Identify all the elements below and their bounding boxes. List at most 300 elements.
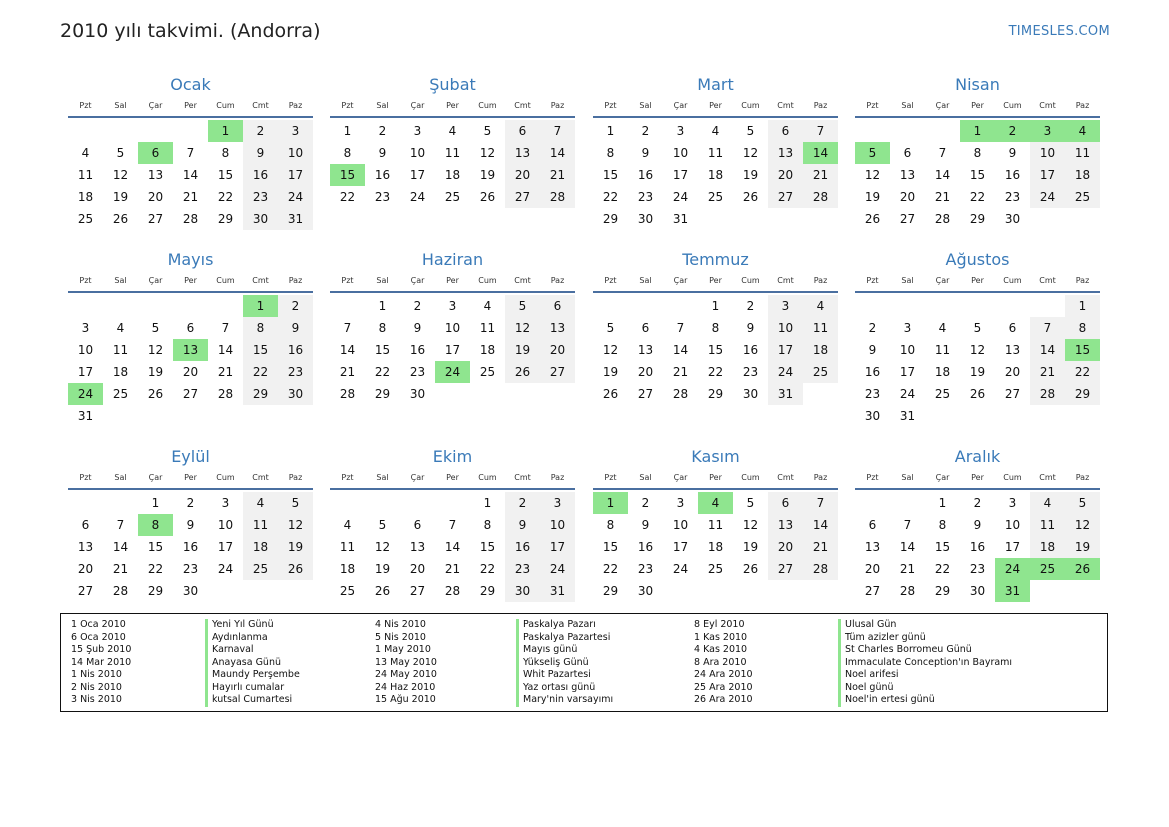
day-cell: 2 [378, 124, 387, 138]
day-cell: 2 [243, 120, 278, 142]
day-cell: 13 [768, 514, 803, 536]
weekday-label: Per [971, 473, 984, 482]
day-cell: 8 [483, 518, 492, 532]
weekday-label: Paz [550, 101, 565, 110]
day-cell: 9 [641, 518, 650, 532]
holiday-day-cell: 26 [1065, 558, 1100, 580]
holiday-date: 4 Kas 2010 [694, 644, 748, 655]
empty-cell [68, 295, 103, 317]
weekday-label: Cmt [777, 276, 794, 285]
day-cell: 15 [707, 343, 724, 357]
weekday-label: Paz [288, 101, 303, 110]
weekday-label: Çar [935, 473, 950, 482]
day-cell: 30 [243, 208, 278, 230]
day-cell: 14 [803, 514, 838, 536]
empty-cell [330, 492, 365, 514]
day-cell: 25 [339, 584, 356, 598]
day-cell: 13 [1004, 343, 1021, 357]
day-cell: 19 [147, 365, 164, 379]
day-cell: 13 [768, 142, 803, 164]
empty-cell [855, 492, 890, 514]
empty-cell [593, 295, 628, 317]
day-cell: 14 [112, 540, 129, 554]
day-cell: 29 [374, 387, 391, 401]
day-cell: 17 [899, 365, 916, 379]
day-cell: 30 [278, 383, 313, 405]
weekday-label: Per [709, 473, 722, 482]
weekday-label: Çar [148, 276, 163, 285]
holiday-name: Karnaval [205, 644, 300, 657]
holiday-date: 1 May 2010 [375, 644, 431, 655]
weekday-label: Paz [813, 101, 828, 110]
holiday-day-cell: 31 [995, 580, 1030, 602]
day-cell: 1 [711, 299, 720, 313]
month-8 [855, 247, 1100, 427]
day-cell: 3 [221, 496, 230, 510]
day-cell: 10 [1030, 142, 1065, 164]
empty-cell [103, 492, 138, 514]
day-cell: 16 [637, 168, 654, 182]
holiday-names-col-3 [838, 619, 1012, 707]
weekday-label: Per [446, 473, 459, 482]
holiday-day-cell: 24 [435, 361, 470, 383]
day-cell: 4 [938, 321, 947, 335]
day-cell: 9 [278, 317, 313, 339]
holiday-name: Aydınlanma [205, 632, 300, 645]
day-cell: 27 [768, 558, 803, 580]
day-cell: 17 [217, 540, 234, 554]
day-cell: 11 [243, 514, 278, 536]
holiday-names-col-1 [205, 619, 300, 707]
day-cell: 2 [278, 295, 313, 317]
holiday-list [60, 613, 1108, 712]
day-cell: 15 [934, 540, 951, 554]
holiday-day-cell: 15 [330, 164, 365, 186]
day-cell: 27 [864, 584, 881, 598]
day-cell: 2 [413, 299, 422, 313]
day-cell: 10 [444, 321, 461, 335]
day-cell: 20 [637, 365, 654, 379]
day-cell: 7 [116, 518, 125, 532]
weekday-label: Cum [741, 276, 760, 285]
day-cell: 29 [934, 584, 951, 598]
month-5 [68, 247, 313, 427]
day-cell: 18 [479, 343, 496, 357]
day-cell: 22 [479, 562, 496, 576]
weekday-label: Paz [813, 473, 828, 482]
holiday-name: St Charles Borromeu Günü [838, 644, 1012, 657]
day-cell: 14 [182, 168, 199, 182]
day-cell: 26 [112, 212, 129, 226]
day-cell: 19 [602, 365, 619, 379]
day-cell: 23 [278, 361, 313, 383]
weekday-label: Paz [1075, 473, 1090, 482]
day-cell: 22 [339, 190, 356, 204]
weekday-label: Cmt [1039, 101, 1056, 110]
weekday-label: Cum [478, 473, 497, 482]
weekday-label: Cum [1003, 276, 1022, 285]
day-cell: 18 [707, 540, 724, 554]
day-cell: 23 [637, 190, 654, 204]
day-cell: 17 [672, 168, 689, 182]
holiday-day-cell: 15 [1065, 339, 1100, 361]
weekday-label: Paz [550, 276, 565, 285]
day-cell: 4 [81, 146, 90, 160]
day-cell: 1 [343, 124, 352, 138]
holiday-day-cell: 14 [803, 142, 838, 164]
day-cell: 20 [1004, 365, 1021, 379]
day-cell: 25 [934, 387, 951, 401]
weekday-header [593, 98, 838, 118]
day-cell: 10 [899, 343, 916, 357]
weekday-label: Per [446, 101, 459, 110]
day-cell: 11 [339, 540, 356, 554]
day-cell: 8 [221, 146, 230, 160]
empty-cell [208, 295, 243, 317]
holiday-day-cell: 3 [1030, 120, 1065, 142]
month-name: Şubat [429, 75, 476, 94]
holiday-name: Immaculate Conception'ın Bayramı [838, 657, 1012, 670]
day-grid [855, 120, 1100, 230]
day-grid [330, 120, 575, 208]
weekday-label: Pzt [79, 101, 92, 110]
day-cell: 3 [81, 321, 90, 335]
day-cell: 28 [803, 558, 838, 580]
day-cell: 30 [409, 387, 426, 401]
empty-cell [138, 120, 173, 142]
weekday-header [68, 273, 313, 293]
day-cell: 23 [864, 387, 881, 401]
day-cell: 21 [217, 365, 234, 379]
day-grid [330, 492, 575, 602]
month-name: Eylül [171, 447, 210, 466]
day-cell: 28 [540, 186, 575, 208]
day-cell: 5 [483, 124, 492, 138]
holiday-date: 4 Nis 2010 [375, 619, 426, 630]
day-cell: 16 [278, 339, 313, 361]
day-cell: 8 [973, 146, 982, 160]
month-2 [330, 72, 575, 208]
day-cell: 25 [707, 190, 724, 204]
weekday-label: Sal [376, 473, 389, 482]
day-cell: 30 [505, 580, 540, 602]
weekday-header [593, 470, 838, 490]
day-cell: 12 [742, 146, 759, 160]
weekday-label: Çar [935, 276, 950, 285]
day-cell: 21 [934, 190, 951, 204]
day-cell: 30 [1004, 212, 1021, 226]
day-cell: 9 [413, 321, 422, 335]
day-cell: 3 [676, 124, 685, 138]
day-cell: 12 [112, 168, 129, 182]
day-cell: 19 [742, 168, 759, 182]
day-cell: 8 [938, 518, 947, 532]
day-cell: 7 [448, 518, 457, 532]
day-cell: 9 [641, 146, 650, 160]
day-cell: 9 [973, 518, 982, 532]
weekday-label: Paz [550, 473, 565, 482]
day-cell: 7 [938, 146, 947, 160]
weekday-label: Sal [376, 276, 389, 285]
day-cell: 9 [868, 343, 877, 357]
holiday-name: Yükseliş Günü [516, 657, 613, 670]
day-cell: 27 [182, 387, 199, 401]
month-4 [855, 72, 1100, 230]
weekday-label: Per [184, 276, 197, 285]
day-cell: 17 [540, 536, 575, 558]
day-cell: 1 [606, 124, 615, 138]
day-cell: 30 [637, 212, 654, 226]
weekday-label: Cum [1003, 473, 1022, 482]
month-10 [330, 444, 575, 602]
empty-cell [1030, 295, 1065, 317]
day-cell: 11 [707, 146, 724, 160]
day-cell: 15 [243, 339, 278, 361]
holiday-day-cell: 1 [593, 492, 628, 514]
day-cell: 26 [742, 562, 759, 576]
day-cell: 17 [278, 164, 313, 186]
day-cell: 6 [1008, 321, 1017, 335]
day-cell: 7 [343, 321, 352, 335]
weekday-label: Paz [1075, 276, 1090, 285]
day-cell: 27 [147, 212, 164, 226]
month-12 [855, 444, 1100, 602]
day-cell: 10 [768, 317, 803, 339]
day-cell: 19 [374, 562, 391, 576]
day-cell: 1 [378, 299, 387, 313]
day-cell: 22 [707, 365, 724, 379]
day-cell: 28 [672, 387, 689, 401]
day-cell: 1 [938, 496, 947, 510]
day-cell: 7 [803, 120, 838, 142]
holiday-date: 24 Ara 2010 [694, 669, 753, 680]
weekday-label: Sal [114, 101, 127, 110]
weekday-header [68, 470, 313, 490]
day-cell: 25 [243, 558, 278, 580]
weekday-label: Per [709, 276, 722, 285]
day-cell: 6 [903, 146, 912, 160]
weekday-label: Çar [673, 473, 688, 482]
holiday-name: Noel günü [838, 682, 1012, 695]
day-cell: 26 [278, 558, 313, 580]
page-title: 2010 yılı takvimi. (Andorra) [60, 20, 321, 42]
weekday-label: Cmt [514, 473, 531, 482]
day-cell: 7 [1030, 317, 1065, 339]
day-cell: 6 [641, 321, 650, 335]
day-cell: 6 [186, 321, 195, 335]
day-grid [593, 120, 838, 230]
month-name: Mart [697, 75, 734, 94]
day-cell: 12 [742, 518, 759, 532]
holiday-day-cell: 1 [208, 120, 243, 142]
empty-cell [435, 492, 470, 514]
day-cell: 12 [374, 540, 391, 554]
day-grid [593, 295, 838, 405]
day-cell: 25 [112, 387, 129, 401]
empty-cell [628, 295, 663, 317]
day-cell: 19 [864, 190, 881, 204]
holiday-date: 14 Mar 2010 [71, 656, 132, 668]
day-cell: 8 [606, 518, 615, 532]
day-cell: 13 [147, 168, 164, 182]
day-cell: 4 [483, 299, 492, 313]
day-cell: 23 [505, 558, 540, 580]
day-grid [68, 120, 313, 230]
weekday-label: Cmt [1039, 473, 1056, 482]
weekday-label: Cum [741, 101, 760, 110]
day-cell: 21 [899, 562, 916, 576]
day-cell: 29 [707, 387, 724, 401]
day-cell: 30 [742, 387, 759, 401]
day-cell: 18 [444, 168, 461, 182]
day-cell: 27 [409, 584, 426, 598]
day-cell: 15 [374, 343, 391, 357]
month-name: Ocak [170, 75, 211, 94]
day-cell: 1 [151, 496, 160, 510]
day-cell: 21 [112, 562, 129, 576]
day-cell: 20 [147, 190, 164, 204]
day-cell: 18 [803, 339, 838, 361]
weekday-label: Cum [741, 473, 760, 482]
weekday-label: Pzt [866, 473, 879, 482]
weekday-label: Sal [901, 473, 914, 482]
day-cell: 22 [602, 190, 619, 204]
empty-cell [855, 120, 890, 142]
day-cell: 17 [1004, 540, 1021, 554]
holiday-name: Ulusal Gün [838, 619, 1012, 632]
day-cell: 3 [768, 295, 803, 317]
day-cell: 8 [343, 146, 352, 160]
day-cell: 8 [711, 321, 720, 335]
day-cell: 3 [540, 492, 575, 514]
weekday-label: Pzt [79, 473, 92, 482]
day-cell: 31 [768, 383, 803, 405]
day-cell: 11 [934, 343, 951, 357]
weekday-label: Çar [410, 101, 425, 110]
day-cell: 5 [505, 295, 540, 317]
day-cell: 30 [864, 409, 881, 423]
empty-cell [855, 295, 890, 317]
day-cell: 26 [742, 190, 759, 204]
day-cell: 10 [672, 146, 689, 160]
day-cell: 21 [339, 365, 356, 379]
day-cell: 5 [378, 518, 387, 532]
month-name: Nisan [955, 75, 1000, 94]
day-cell: 18 [339, 562, 356, 576]
holiday-date: 24 May 2010 [375, 669, 437, 680]
month-name: Kasım [691, 447, 740, 466]
empty-cell [400, 492, 435, 514]
day-cell: 16 [1004, 168, 1021, 182]
day-cell: 19 [742, 540, 759, 554]
day-cell: 14 [1030, 339, 1065, 361]
holiday-name: Paskalya Pazartesi [516, 632, 613, 645]
weekday-label: Cmt [514, 101, 531, 110]
day-cell: 21 [803, 536, 838, 558]
holiday-day-cell: 8 [138, 514, 173, 536]
month-name: Ağustos [945, 250, 1010, 269]
day-cell: 6 [868, 518, 877, 532]
site-link[interactable]: TIMESLES.COM [1008, 24, 1110, 39]
day-cell: 24 [540, 558, 575, 580]
day-cell: 27 [540, 361, 575, 383]
day-cell: 5 [746, 496, 755, 510]
weekday-header [855, 273, 1100, 293]
holiday-day-cell: 6 [138, 142, 173, 164]
weekday-label: Cmt [252, 101, 269, 110]
day-cell: 23 [637, 562, 654, 576]
day-cell: 4 [343, 518, 352, 532]
day-cell: 27 [1004, 387, 1021, 401]
day-cell: 28 [934, 212, 951, 226]
day-cell: 4 [711, 124, 720, 138]
day-cell: 6 [768, 492, 803, 514]
weekday-label: Sal [639, 473, 652, 482]
day-cell: 18 [1065, 164, 1100, 186]
day-cell: 22 [602, 562, 619, 576]
day-cell: 20 [899, 190, 916, 204]
day-cell: 31 [540, 580, 575, 602]
month-7 [593, 247, 838, 405]
day-grid [330, 295, 575, 405]
day-cell: 20 [540, 339, 575, 361]
weekday-label: Cmt [252, 276, 269, 285]
month-9 [68, 444, 313, 602]
empty-cell [68, 492, 103, 514]
day-cell: 26 [602, 387, 619, 401]
weekday-label: Sal [639, 101, 652, 110]
day-cell: 28 [112, 584, 129, 598]
day-cell: 12 [1065, 514, 1100, 536]
day-cell: 21 [182, 190, 199, 204]
day-cell: 30 [182, 584, 199, 598]
weekday-label: Paz [813, 276, 828, 285]
weekday-label: Pzt [79, 276, 92, 285]
day-cell: 8 [378, 321, 387, 335]
day-cell: 21 [803, 164, 838, 186]
day-cell: 16 [505, 536, 540, 558]
day-cell: 18 [1030, 536, 1065, 558]
day-cell: 2 [505, 492, 540, 514]
holiday-date: 6 Oca 2010 [71, 631, 126, 643]
day-cell: 23 [409, 365, 426, 379]
holiday-day-cell: 24 [995, 558, 1030, 580]
weekday-label: Pzt [604, 473, 617, 482]
day-cell: 1 [483, 496, 492, 510]
day-cell: 10 [409, 146, 426, 160]
day-cell: 12 [479, 146, 496, 160]
day-cell: 29 [147, 584, 164, 598]
weekday-header [68, 98, 313, 118]
day-cell: 28 [803, 186, 838, 208]
day-cell: 29 [1065, 383, 1100, 405]
day-cell: 22 [217, 190, 234, 204]
empty-cell [960, 295, 995, 317]
day-cell: 11 [1065, 142, 1100, 164]
day-cell: 20 [409, 562, 426, 576]
day-cell: 11 [1030, 514, 1065, 536]
day-cell: 29 [602, 584, 619, 598]
day-cell: 7 [676, 321, 685, 335]
day-cell: 15 [479, 540, 496, 554]
weekday-label: Pzt [341, 276, 354, 285]
day-cell: 2 [641, 124, 650, 138]
day-cell: 24 [409, 190, 426, 204]
weekday-header [593, 273, 838, 293]
day-cell: 14 [934, 168, 951, 182]
day-cell: 24 [899, 387, 916, 401]
day-cell: 6 [413, 518, 422, 532]
